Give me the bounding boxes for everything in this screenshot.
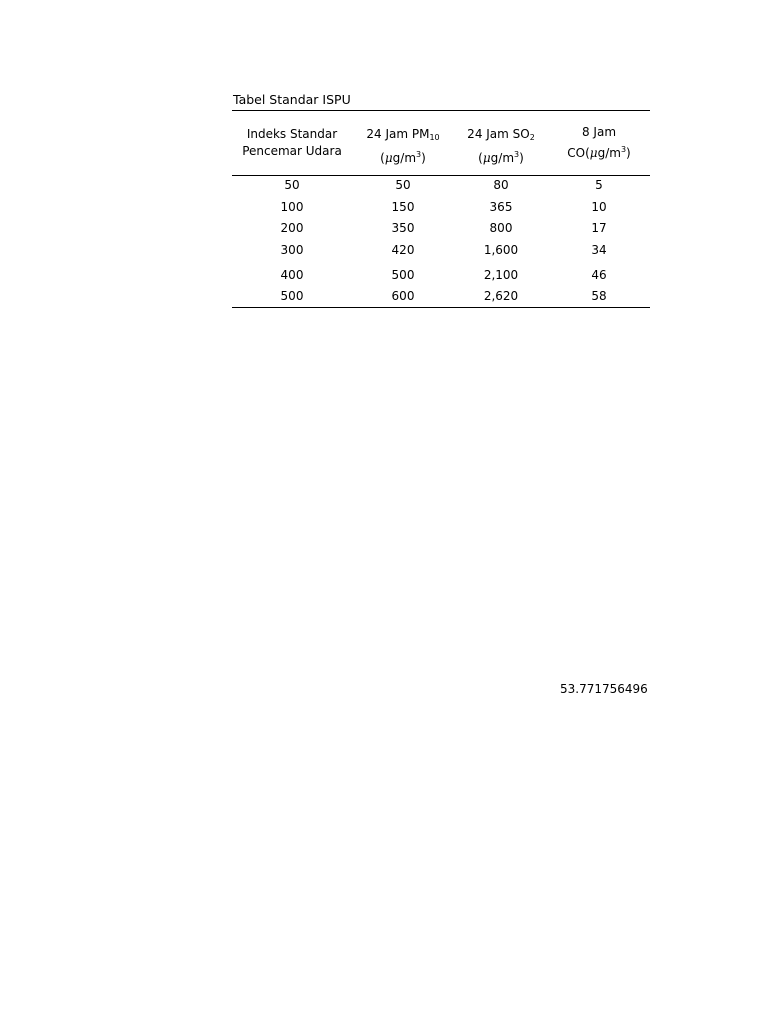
header-so2-line1: 24 Jam $SO_2$ (467, 127, 535, 142)
table-cell-indeks: 100 (280, 200, 304, 214)
table-row (0, 177, 768, 193)
header-indeks-standar (242, 126, 342, 160)
table-cell-pm10: 150 (391, 200, 415, 214)
table-cell-co: 58 (591, 289, 607, 303)
header-indeks-line1: Indeks Standar (246, 127, 338, 141)
table-cell-so2: 2,100 (483, 268, 519, 282)
table-bottom-rule (232, 307, 650, 308)
table-cell-indeks: 50 (284, 178, 300, 192)
header-co-line2: $CO(\mu g/m^3)$ (567, 145, 631, 160)
footer-number: 53.771756496 (560, 682, 648, 696)
table-cell-indeks: 300 (280, 243, 304, 257)
table-cell-co: 5 (595, 178, 603, 192)
table-cell-so2: 1,600 (483, 243, 519, 257)
table-cell-so2: 80 (493, 178, 509, 192)
table-cell-co: 10 (591, 200, 607, 214)
header-so2 (467, 126, 535, 167)
table-cell-co: 34 (591, 243, 607, 257)
table-cell-pm10: 420 (391, 243, 415, 257)
table-row (0, 220, 768, 236)
header-pm10 (366, 126, 439, 167)
header-co (567, 124, 630, 162)
header-pm10-line2: $(\mu g/m^3)$ (380, 150, 426, 165)
table-header-rule (232, 175, 650, 176)
table-cell-pm10: 600 (391, 289, 415, 303)
header-indeks-line2: Pencemar Udara (242, 144, 342, 158)
table-cell-indeks: 200 (280, 221, 304, 235)
table-row (0, 267, 768, 283)
table-cell-indeks: 400 (280, 268, 304, 282)
table-cell-so2: 800 (489, 221, 513, 235)
table-cell-pm10: 350 (391, 221, 415, 235)
table-row (0, 199, 768, 215)
table-cell-so2: 2,620 (483, 289, 519, 303)
table-cell-pm10: 500 (391, 268, 415, 282)
table-cell-indeks: 500 (280, 289, 304, 303)
header-so2-line2: $(\mu g/m^3)$ (478, 150, 524, 165)
table-title: Tabel Standar ISPU (233, 92, 351, 107)
header-pm10-line1: 24 Jam $PM_{10}$ (366, 127, 440, 142)
table-cell-co: 46 (591, 268, 607, 282)
table-cell-pm10: 50 (395, 178, 411, 192)
table-cell-so2: 365 (489, 200, 513, 214)
table-row (0, 288, 768, 304)
table-cell-co: 17 (591, 221, 607, 235)
header-co-line1: 8 Jam (581, 125, 617, 139)
table-row (0, 242, 768, 258)
table-top-rule (232, 110, 650, 111)
